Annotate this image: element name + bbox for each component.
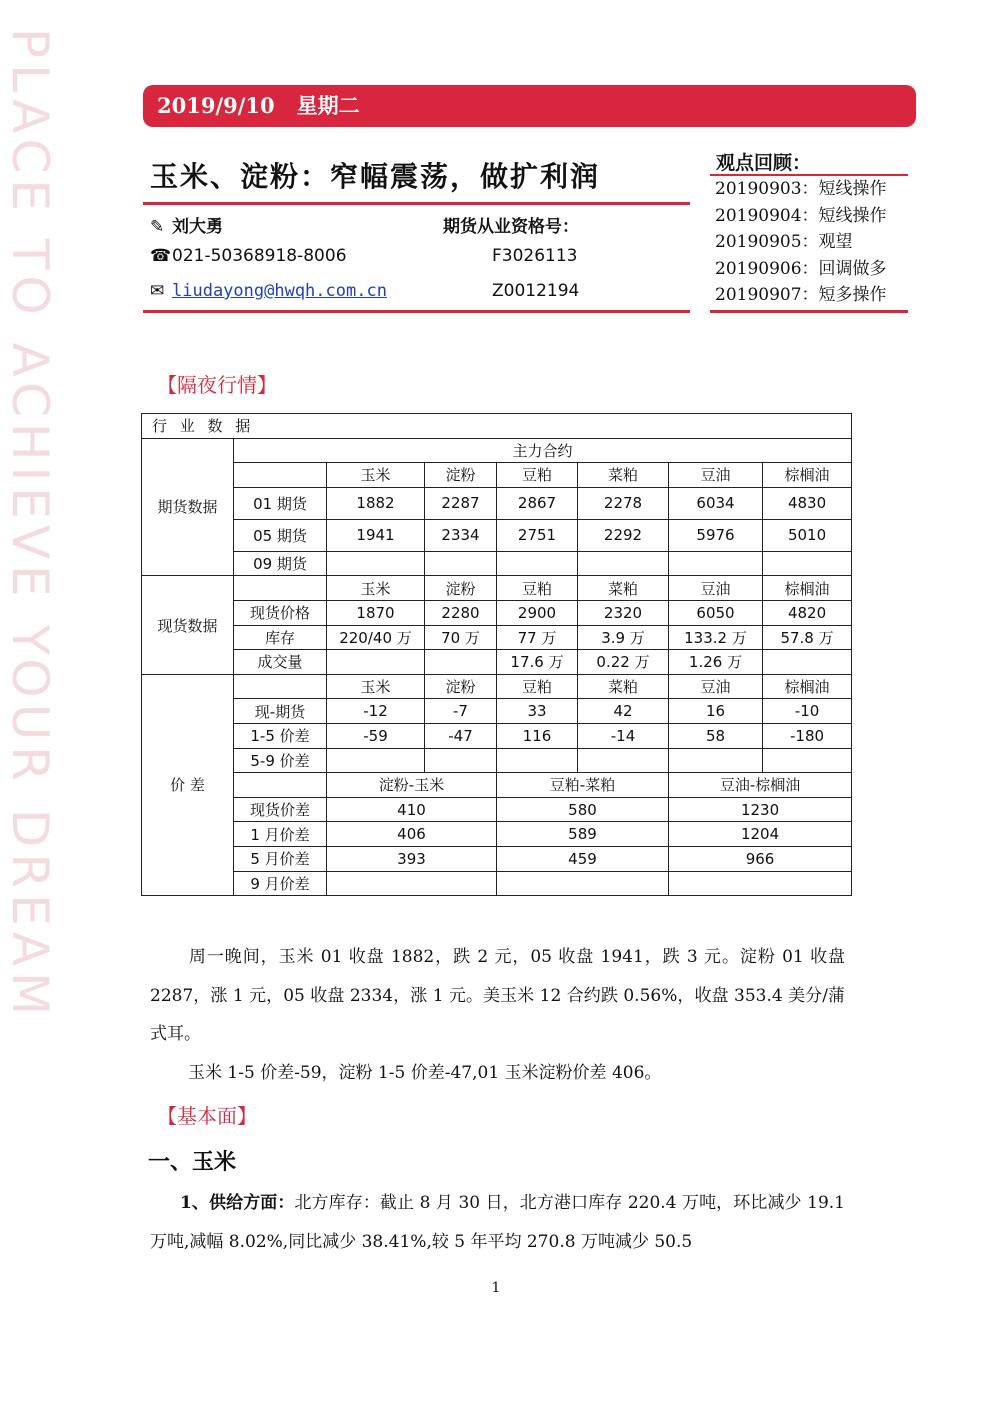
col-header: 菜粕 bbox=[578, 674, 669, 699]
cell: 2278 bbox=[578, 487, 669, 519]
cell: 580 bbox=[497, 797, 669, 822]
col-header: 豆粕 bbox=[497, 674, 578, 699]
review-item: 20190903：短线操作 bbox=[715, 179, 887, 199]
cell: 1230 bbox=[669, 797, 852, 822]
row-label: 05 期货 bbox=[234, 519, 327, 551]
cell bbox=[763, 748, 852, 773]
row-label: 现-期货 bbox=[234, 699, 327, 724]
cell bbox=[327, 551, 425, 576]
heading-corn: 一、玉米 bbox=[148, 1149, 237, 1175]
cell bbox=[578, 748, 669, 773]
pair-col-header: 淀粉-玉米 bbox=[327, 773, 497, 798]
industry-data-table bbox=[141, 413, 852, 896]
futures-section-label: 期货数据 bbox=[142, 438, 234, 576]
col-header: 菜粕 bbox=[578, 463, 669, 488]
cell: 1204 bbox=[669, 822, 852, 847]
cell: 5010 bbox=[763, 519, 852, 551]
cell: 1882 bbox=[327, 487, 425, 519]
email-row bbox=[150, 281, 387, 301]
col-header: 玉米 bbox=[327, 576, 425, 601]
cell bbox=[763, 551, 852, 576]
cell bbox=[763, 650, 852, 675]
qualification-number-1: F3026113 bbox=[492, 246, 578, 266]
pencil-icon: ✎ bbox=[150, 217, 165, 237]
cell: 58 bbox=[669, 723, 763, 748]
envelope-icon: ✉ bbox=[150, 281, 165, 301]
cell: 2334 bbox=[425, 519, 497, 551]
table-row bbox=[142, 846, 852, 871]
table-row bbox=[142, 600, 852, 625]
paragraph-supply bbox=[150, 1184, 845, 1261]
review-list bbox=[715, 176, 887, 309]
report-date: 2019/9/10 bbox=[157, 93, 275, 118]
cell: 0.22 万 bbox=[578, 650, 669, 675]
spot-section-label: 现货数据 bbox=[142, 576, 234, 674]
table-row bbox=[142, 748, 852, 773]
paragraph-text: 周一晚间，玉米 01 收盘 1882，跌 2 元，05 收盘 1941，跌 3 元。淀粉 01 收盘 2287，涨 1 元，05 收盘 2334，涨 1 元。美玉米 12 合约跌 0.56%，收盘 353.4 美分/蒲式耳。 bbox=[150, 947, 845, 1044]
pair-col-header: 豆粕-菜粕 bbox=[497, 773, 669, 798]
cell bbox=[497, 871, 669, 896]
paragraph-overnight-summary bbox=[150, 938, 845, 1054]
cell: 2751 bbox=[497, 519, 578, 551]
cell: 220/40 万 bbox=[327, 625, 425, 650]
spread-section-label: 价 差 bbox=[142, 674, 234, 895]
col-header: 豆油 bbox=[669, 674, 763, 699]
cell: -47 bbox=[425, 723, 497, 748]
author-divider bbox=[143, 310, 690, 313]
cell bbox=[425, 748, 497, 773]
cell: 966 bbox=[669, 846, 852, 871]
cell bbox=[497, 551, 578, 576]
table-row bbox=[142, 797, 852, 822]
table-row bbox=[142, 699, 852, 724]
cell: 2287 bbox=[425, 487, 497, 519]
table-header: 行 业 数 据 bbox=[142, 414, 852, 439]
review-item: 20190907：短多操作 bbox=[715, 285, 887, 305]
table-row bbox=[142, 625, 852, 650]
title-divider bbox=[143, 202, 690, 205]
cell: -12 bbox=[327, 699, 425, 724]
telephone-icon: ☎ bbox=[150, 246, 172, 266]
col-header: 豆油 bbox=[669, 463, 763, 488]
cell: 3.9 万 bbox=[578, 625, 669, 650]
cell bbox=[425, 650, 497, 675]
cell: 2280 bbox=[425, 600, 497, 625]
row-label: 现货价差 bbox=[234, 797, 327, 822]
col-header: 棕榈油 bbox=[763, 674, 852, 699]
author-phone: 021-50368918-8006 bbox=[172, 246, 347, 266]
col-header: 淀粉 bbox=[425, 674, 497, 699]
table-row bbox=[142, 822, 852, 847]
cell bbox=[669, 551, 763, 576]
cell: -180 bbox=[763, 723, 852, 748]
col-header: 豆粕 bbox=[497, 576, 578, 601]
cell: 57.8 万 bbox=[763, 625, 852, 650]
cell bbox=[327, 748, 425, 773]
cell: 77 万 bbox=[497, 625, 578, 650]
cell: 410 bbox=[327, 797, 497, 822]
cell bbox=[669, 748, 763, 773]
row-label: 5 月价差 bbox=[234, 846, 327, 871]
watermark: PLACE TO ACHIEVE YOUR DREAM bbox=[1, 28, 59, 1022]
row-label: 库存 bbox=[234, 625, 327, 650]
futures-group-header: 主力合约 bbox=[234, 438, 852, 463]
report-weekday: 星期二 bbox=[296, 93, 360, 118]
cell bbox=[425, 551, 497, 576]
cell: 33 bbox=[497, 699, 578, 724]
cell: 1870 bbox=[327, 600, 425, 625]
paragraph-text: 北方库存：截止 8 月 30 日，北方港口库存 220.4 万吨，环比减少 19.1 万吨,减幅 8.02%,同比减少 38.41%,较 5 年平均 270.8 万吨减少 50.5 bbox=[150, 1193, 845, 1252]
cell: 589 bbox=[497, 822, 669, 847]
row-label: 现货价格 bbox=[234, 600, 327, 625]
cell: 42 bbox=[578, 699, 669, 724]
cell: -59 bbox=[327, 723, 425, 748]
review-title: 观点回顾： bbox=[716, 152, 812, 174]
review-item: 20190905：观望 bbox=[715, 232, 853, 252]
review-item: 20190904：短线操作 bbox=[715, 205, 887, 226]
qualification-number-2: Z0012194 bbox=[492, 281, 580, 301]
cell bbox=[669, 871, 852, 896]
cell: 5976 bbox=[669, 519, 763, 551]
cell: 133.2 万 bbox=[669, 625, 763, 650]
cell: 6034 bbox=[669, 487, 763, 519]
section-fundamentals: 【基本面】 bbox=[157, 1104, 257, 1128]
cell: 6050 bbox=[669, 600, 763, 625]
table-row bbox=[142, 871, 852, 896]
row-label: 01 期货 bbox=[234, 487, 327, 519]
author-name: 刘大勇 bbox=[172, 217, 223, 237]
row-label: 成交量 bbox=[234, 650, 327, 675]
row-label: 1 月价差 bbox=[234, 822, 327, 847]
cell: 1.26 万 bbox=[669, 650, 763, 675]
cell: 4820 bbox=[763, 600, 852, 625]
review-item: 20190906：回调做多 bbox=[715, 258, 887, 279]
cell: 1941 bbox=[327, 519, 425, 551]
phone-row bbox=[150, 246, 347, 266]
cell: 2320 bbox=[578, 600, 669, 625]
row-label: 1-5 价差 bbox=[234, 723, 327, 748]
cell: 2900 bbox=[497, 600, 578, 625]
cell bbox=[327, 871, 497, 896]
col-header: 玉米 bbox=[327, 463, 425, 488]
pair-col-header: 豆油-棕榈油 bbox=[669, 773, 852, 798]
report-title: 玉米、淀粉：窄幅震荡，做扩利润 bbox=[150, 160, 601, 193]
author-email-link[interactable]: liudayong@hwqh.com.cn bbox=[172, 281, 387, 301]
section-overnight: 【隔夜行情】 bbox=[157, 373, 277, 397]
paragraph-bold-lead: 1、供给方面： bbox=[180, 1193, 295, 1213]
cell: 2867 bbox=[497, 487, 578, 519]
col-header: 淀粉 bbox=[425, 463, 497, 488]
col-header: 棕榈油 bbox=[763, 463, 852, 488]
cell: 4830 bbox=[763, 487, 852, 519]
cell bbox=[327, 650, 425, 675]
cell: 393 bbox=[327, 846, 497, 871]
paragraph-text: 玉米 1-5 价差-59，淀粉 1-5 价差-47,01 玉米淀粉价差 406。 bbox=[188, 1063, 662, 1083]
cell: 70 万 bbox=[425, 625, 497, 650]
cell: -14 bbox=[578, 723, 669, 748]
page-number: 1 bbox=[491, 1280, 501, 1296]
table-row bbox=[142, 487, 852, 519]
review-divider bbox=[710, 310, 908, 313]
table-row bbox=[142, 519, 852, 551]
cell: 2292 bbox=[578, 519, 669, 551]
cell: 116 bbox=[497, 723, 578, 748]
cell: -10 bbox=[763, 699, 852, 724]
cell: -7 bbox=[425, 699, 497, 724]
col-header: 棕榈油 bbox=[763, 576, 852, 601]
row-label: 09 期货 bbox=[234, 551, 327, 576]
cell: 459 bbox=[497, 846, 669, 871]
cell: 406 bbox=[327, 822, 497, 847]
col-header: 豆油 bbox=[669, 576, 763, 601]
cell bbox=[497, 748, 578, 773]
row-label: 9 月价差 bbox=[234, 871, 327, 896]
col-header: 菜粕 bbox=[578, 576, 669, 601]
row-label: 5-9 价差 bbox=[234, 748, 327, 773]
table-row bbox=[142, 723, 852, 748]
table-row bbox=[142, 650, 852, 675]
cell: 16 bbox=[669, 699, 763, 724]
qualification-label: 期货从业资格号： bbox=[443, 217, 579, 237]
author-name-row bbox=[150, 212, 223, 237]
paragraph-spread-summary bbox=[150, 1054, 845, 1093]
col-header: 玉米 bbox=[327, 674, 425, 699]
col-header: 豆粕 bbox=[497, 463, 578, 488]
date-banner bbox=[143, 85, 916, 127]
cell: 17.6 万 bbox=[497, 650, 578, 675]
table-row bbox=[142, 551, 852, 576]
cell bbox=[578, 551, 669, 576]
col-header: 淀粉 bbox=[425, 576, 497, 601]
